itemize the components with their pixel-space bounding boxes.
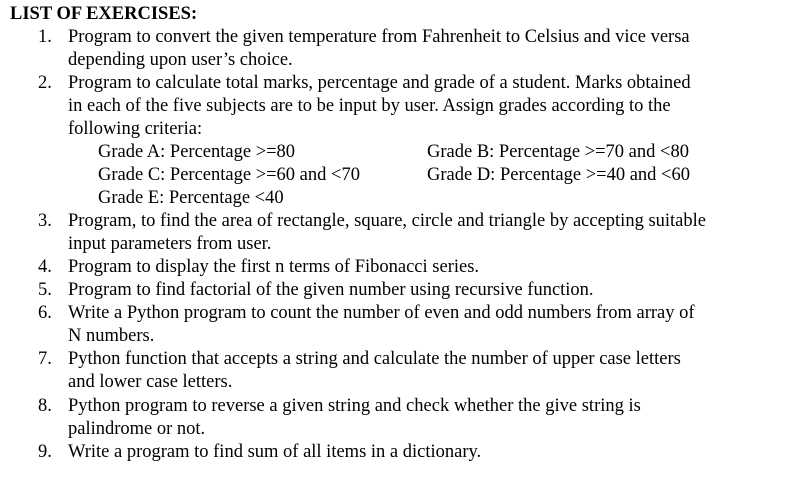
item-text-line: Program to calculate total marks, percentage and grade of a student. Marks obtained xyxy=(68,73,691,93)
item-number: 1. xyxy=(38,27,52,47)
item-text-line: N numbers. xyxy=(68,326,155,346)
item-number: 4. xyxy=(38,257,52,277)
item-text-line: input parameters from user. xyxy=(68,234,272,254)
item-text-line: in each of the five subjects are to be input by user. Assign grades according to the xyxy=(68,96,671,116)
item-number: 5. xyxy=(38,280,52,300)
item-text-line: Write a Python program to count the number of even and odd numbers from array of xyxy=(68,303,695,323)
page-title: LIST OF EXERCISES: xyxy=(10,4,198,24)
item-number: 3. xyxy=(38,211,52,231)
item-text-line: palindrome or not. xyxy=(68,419,206,439)
item-text-line: depending upon user’s choice. xyxy=(68,50,293,70)
item-text-line: Write a program to find sum of all items in a dictionary. xyxy=(68,442,482,462)
grade-criterion-e: Grade E: Percentage <40 xyxy=(98,188,284,208)
grade-criterion-b: Grade B: Percentage >=70 and <80 xyxy=(427,142,689,162)
item-number: 8. xyxy=(38,396,52,416)
grade-criterion-c: Grade C: Percentage >=60 and <70 xyxy=(98,165,360,185)
item-text-line: Python program to reverse a given string and check whether the give string is xyxy=(68,396,641,416)
item-text-line: Program to convert the given temperature from Fahrenheit to Celsius and vice versa xyxy=(68,27,690,47)
item-text-line: Python function that accepts a string and calculate the number of upper case letters xyxy=(68,349,681,369)
item-text-line: Program to find factorial of the given number using recursive function. xyxy=(68,280,594,300)
item-number: 9. xyxy=(38,442,52,462)
item-text-line: and lower case letters. xyxy=(68,372,233,392)
item-number: 2. xyxy=(38,73,52,93)
item-text-line: following criteria: xyxy=(68,119,203,139)
grade-criterion-d: Grade D: Percentage >=40 and <60 xyxy=(427,165,690,185)
item-number: 7. xyxy=(38,349,52,369)
item-text-line: Program, to find the area of rectangle, square, circle and triangle by accepting suitable xyxy=(68,211,706,231)
item-text-line: Program to display the first n terms of Fibonacci series. xyxy=(68,257,480,277)
item-number: 6. xyxy=(38,303,52,323)
grade-criterion-a: Grade A: Percentage >=80 xyxy=(98,142,296,162)
